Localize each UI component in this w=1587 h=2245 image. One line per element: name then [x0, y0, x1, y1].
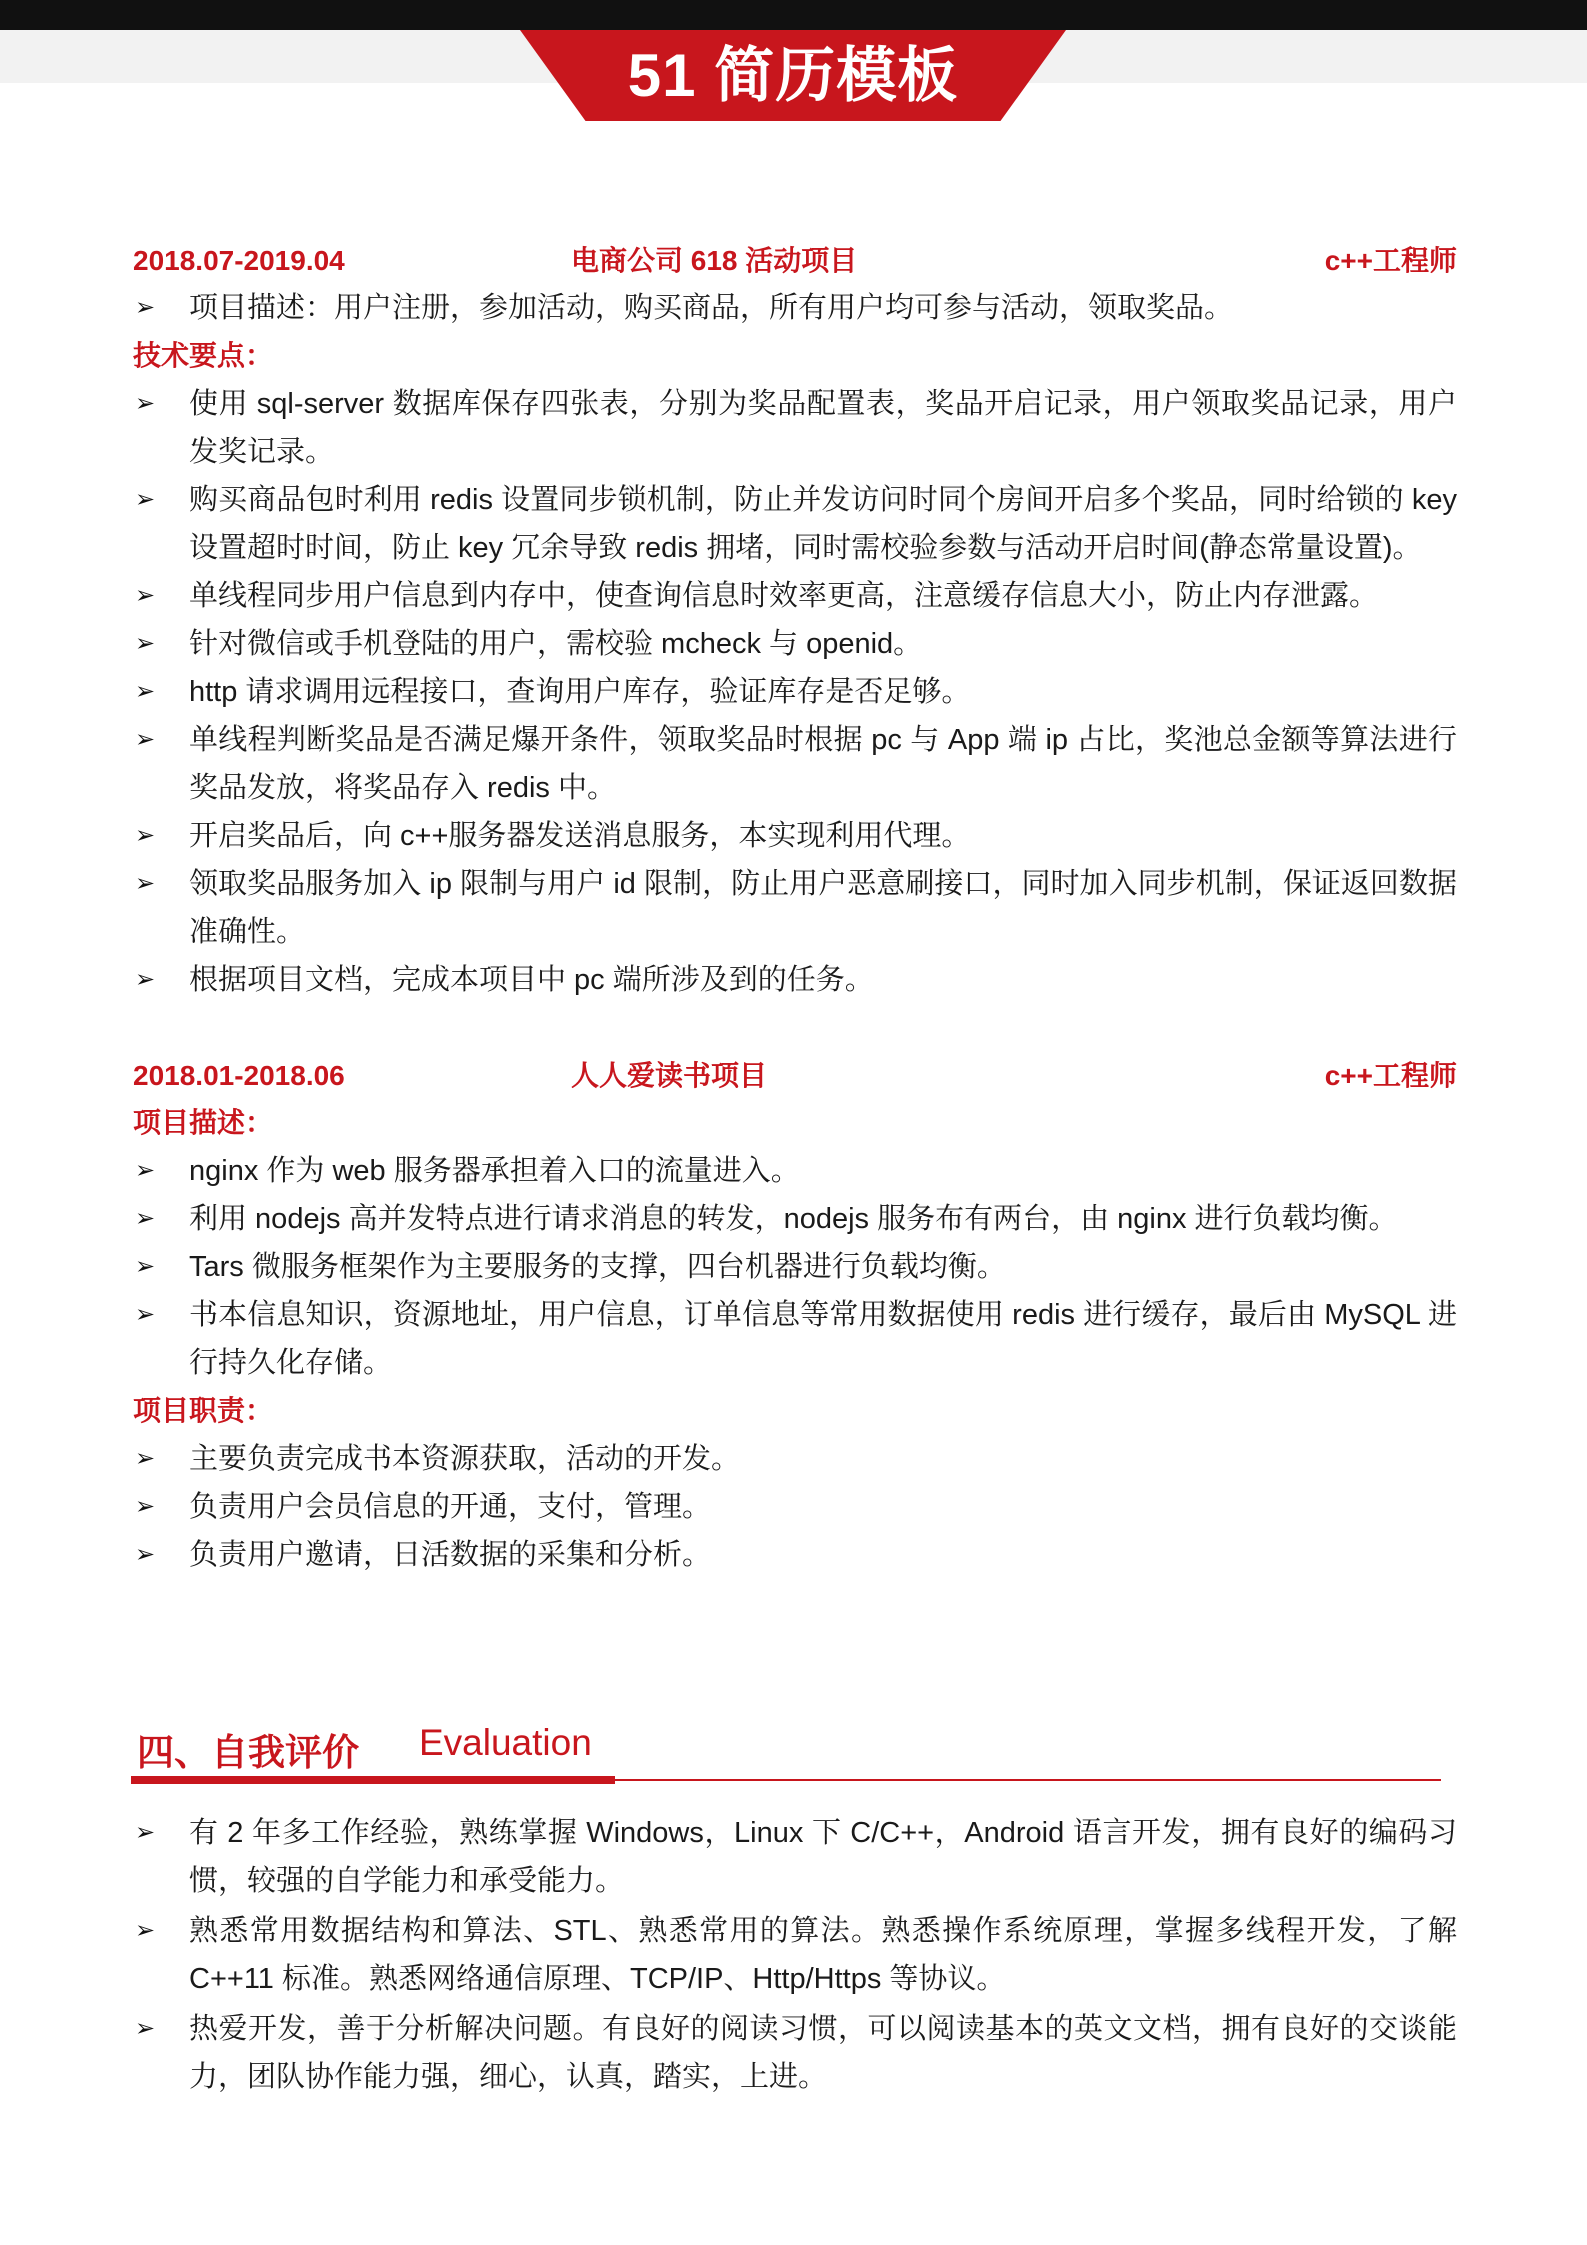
project-description-label: 项目描述： — [133, 1107, 274, 1138]
project-2-header — [131, 1053, 1457, 1099]
bullet-arrow-icon: ➢ — [135, 1493, 156, 1520]
bullet-arrow-icon: ➢ — [135, 726, 156, 753]
list-item — [131, 812, 1457, 860]
list-item — [131, 284, 1457, 332]
desc-point-text: Tars 微服务框架作为主要服务的支撑，四台机器进行负载均衡。 — [189, 1251, 1006, 1283]
project-1-role: c++工程师 — [1324, 245, 1457, 276]
list-item — [131, 1907, 1457, 2003]
desc-point-text: nginx 作为 web 服务器承担着入口的流量进入。 — [189, 1155, 800, 1187]
bullet-arrow-icon: ➢ — [135, 486, 156, 513]
list-item — [131, 860, 1457, 956]
tech-point-text: http 请求调用远程接口，查询用户库存，验证库存是否足够。 — [189, 676, 971, 708]
tech-point-text: 单线程同步用户信息到内存中，使查询信息时效率更高，注意缓存信息大小，防止内存泄露。 — [189, 580, 1379, 612]
list-item — [131, 956, 1457, 1004]
list-item — [131, 1483, 1457, 1531]
project-1 — [131, 238, 1457, 1004]
bullet-arrow-icon: ➢ — [135, 1917, 156, 1944]
project-2-role: c++工程师 — [1324, 1060, 1457, 1091]
bullet-arrow-icon: ➢ — [135, 1445, 156, 1472]
bullet-arrow-icon: ➢ — [135, 966, 156, 993]
list-item — [131, 1147, 1457, 1195]
tech-point-text: 使用 sql-server 数据库保存四张表，分别为奖品配置表，奖品开启记录，用户领取奖品记录，用户发奖记录。 — [189, 388, 1457, 468]
project-2 — [131, 1053, 1457, 1579]
project-1-description: 项目描述：用户注册，参加活动，购买商品，所有用户均可参与活动，领取奖品。 — [189, 292, 1234, 324]
duty-point-text: 主要负责完成书本资源获取，活动的开发。 — [189, 1443, 741, 1475]
tech-points-label: 技术要点： — [133, 340, 274, 371]
list-item — [131, 620, 1457, 668]
bullet-arrow-icon: ➢ — [135, 1301, 156, 1328]
evaluation-point-text: 热爱开发，善于分析解决问题。有良好的阅读习惯，可以阅读基本的英文文档，拥有良好的交谈能力，团队协作能力强，细心，认真，踏实，上进。 — [189, 2013, 1457, 2093]
bullet-arrow-icon: ➢ — [135, 582, 156, 609]
bullet-arrow-icon: ➢ — [135, 678, 156, 705]
tech-point-text: 针对微信或手机登陆的用户，需校验 mcheck 与 openid。 — [189, 628, 923, 660]
bullet-arrow-icon: ➢ — [135, 390, 156, 417]
evaluation-title-en: Evaluation — [419, 1722, 592, 1763]
list-item — [131, 1435, 1457, 1483]
project-2-date: 2018.01-2018.06 — [133, 1060, 345, 1091]
bullet-arrow-icon: ➢ — [135, 294, 156, 321]
duty-point-text: 负责用户邀请，日活数据的采集和分析。 — [189, 1539, 712, 1571]
project-2-name: 人人爱读书项目 — [571, 1060, 768, 1091]
bullet-arrow-icon: ➢ — [135, 630, 156, 657]
top-bar — [0, 0, 1587, 30]
list-item — [131, 1243, 1457, 1291]
list-item — [131, 476, 1457, 572]
list-item — [131, 1195, 1457, 1243]
evaluation-point-text: 有 2 年多工作经验，熟练掌握 Windows，Linux 下 C/C++，Android 语言开发，拥有良好的编码习惯，较强的自学能力和承受能力。 — [189, 1817, 1457, 1897]
list-item — [131, 2005, 1457, 2101]
tech-point-text: 开启奖品后，向 c++服务器发送消息服务，本实现利用代理。 — [189, 820, 971, 852]
bullet-arrow-icon: ➢ — [135, 1157, 156, 1184]
list-item — [131, 1809, 1457, 1905]
project-1-date: 2018.07-2019.04 — [133, 245, 345, 276]
list-item — [131, 572, 1457, 620]
bullet-arrow-icon: ➢ — [135, 1541, 156, 1568]
list-item — [131, 380, 1457, 476]
tech-point-text: 单线程判断奖品是否满足爆开条件，领取奖品时根据 pc 与 App 端 ip 占比，奖池总金额等算法进行奖品发放，将奖品存入 redis 中。 — [189, 724, 1457, 804]
list-item — [131, 668, 1457, 716]
list-item — [131, 716, 1457, 812]
list-item — [131, 1531, 1457, 1579]
project-1-header — [131, 238, 1457, 284]
bullet-arrow-icon: ➢ — [135, 1205, 156, 1232]
bullet-arrow-icon: ➢ — [135, 1253, 156, 1280]
evaluation-title-cn: 四、自我评价 — [137, 1732, 359, 1773]
desc-point-text: 利用 nodejs 高并发特点进行请求消息的转发，nodejs 服务布有两台，由 nginx 进行负载均衡。 — [189, 1203, 1398, 1235]
project-1-name: 电商公司 618 活动项目 — [571, 245, 858, 276]
list-item — [131, 1291, 1457, 1387]
evaluation-list — [131, 1809, 1457, 2101]
bullet-arrow-icon: ➢ — [135, 822, 156, 849]
bullet-arrow-icon: ➢ — [135, 870, 156, 897]
tech-point-text: 根据项目文档，完成本项目中 pc 端所涉及到的任务。 — [189, 964, 874, 996]
tech-point-text: 领取奖品服务加入 ip 限制与用户 id 限制，防止用户恶意刷接口，同时加入同步机制，保证返回数据准确性。 — [189, 868, 1457, 948]
evaluation-section-header — [131, 1712, 1441, 1787]
tech-point-text: 购买商品包时利用 redis 设置同步锁机制，防止并发访问时同个房间开启多个奖品，同时给锁的 key 设置超时时间，防止 key 冗余导致 redis 拥堵，同时需校验参数与活动开启时间(静态常量设置)。 — [189, 484, 1457, 564]
section-divider-accent — [131, 1776, 615, 1784]
bullet-arrow-icon: ➢ — [135, 2015, 156, 2042]
evaluation-point-text: 熟悉常用数据结构和算法、STL、熟悉常用的算法。熟悉操作系统原理，掌握多线程开发，了解 C++11 标准。熟悉网络通信原理、TCP/IP、Http/Https 等协议。 — [189, 1915, 1457, 1995]
bullet-arrow-icon: ➢ — [135, 1819, 156, 1846]
desc-point-text: 书本信息知识，资源地址，用户信息，订单信息等常用数据使用 redis 进行缓存，最后由 MySQL 进行持久化存储。 — [189, 1299, 1457, 1379]
project-duty-label: 项目职责： — [133, 1395, 274, 1426]
page-title: 51 简历模板 — [627, 42, 959, 109]
duty-point-text: 负责用户会员信息的开通，支付，管理。 — [189, 1491, 712, 1523]
